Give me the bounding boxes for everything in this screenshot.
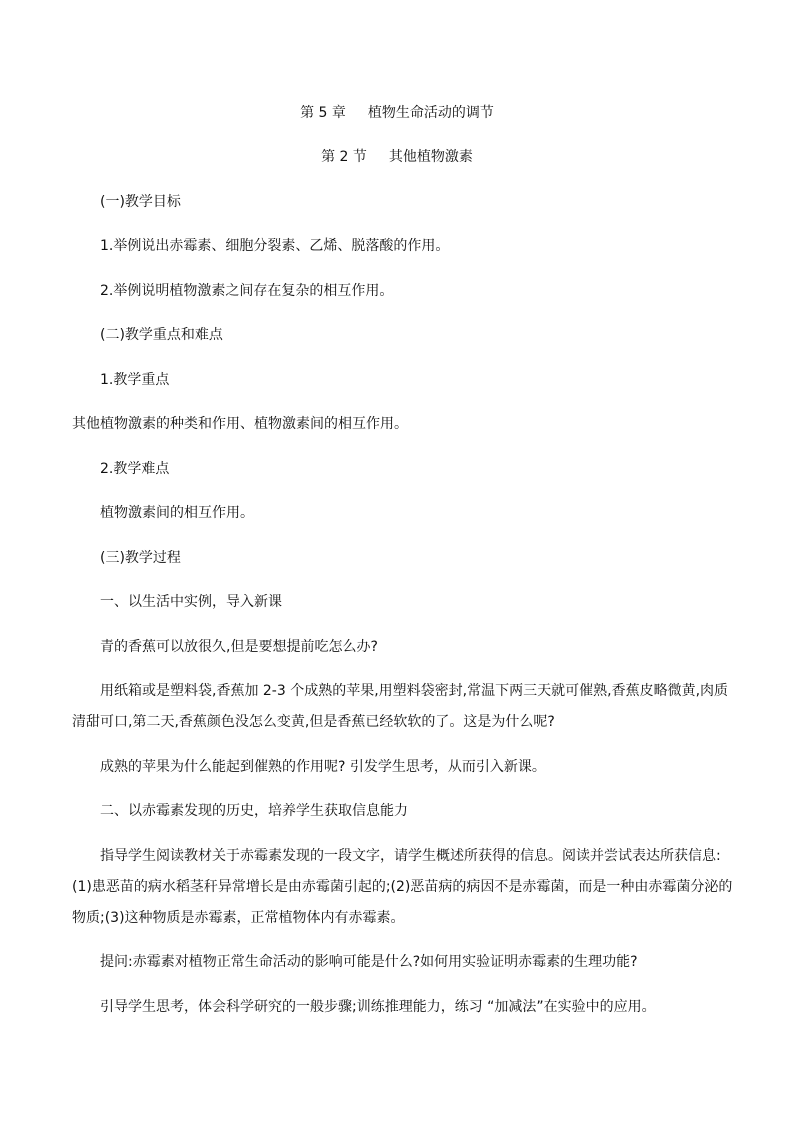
banana-paragraph-line-2: 清甜可口,第二天,香蕉颜色没怎么变黄,但是香蕉已经软软的了。这是为什么呢? — [72, 714, 555, 730]
heading-key-points: (二)教学重点和难点 — [100, 327, 223, 343]
apple-question: 成熟的苹果为什么能起到催熟的作用呢? 引发学生思考，从而引入新课。 — [100, 759, 546, 775]
key-point-text: 其他植物激素的种类和作用、植物激素间的相互作用。 — [72, 416, 408, 432]
goal-item-1: 1.举例说出赤霉素、细胞分裂素、乙烯、脱落酸的作用。 — [100, 238, 450, 254]
gibberellin-paragraph-line-3: 物质;(3)这种物质是赤霉素，正常植物体内有赤霉素。 — [72, 910, 405, 926]
section-title: 其他植物激素 — [388, 149, 473, 165]
heading-teaching-process: (三)教学过程 — [100, 550, 181, 566]
heading-teaching-goals: (一)教学目标 — [100, 194, 181, 210]
subheading-key-point: 1.教学重点 — [100, 372, 170, 388]
difficulty-text: 植物激素间的相互作用。 — [100, 505, 254, 521]
guidance-text: 引导学生思考，体会科学研究的一般步骤;训练推理能力，练习 “加减法”在实验中的应用。 — [100, 999, 656, 1015]
step-1-heading: 一、以生活中实例，导入新课 — [100, 594, 282, 610]
banana-paragraph-line-1: 用纸箱或是塑料袋,香蕉加 2-3 个成熟的苹果,用塑料袋密封,常温下两三天就可催熟,香蕉皮略微黄,肉质 — [100, 683, 729, 699]
gibberellin-paragraph-line-1: 指导学生阅读教材关于赤霉素发现的一段文字，请学生概述所获得的信息。阅读并尝试表达所获信息: — [100, 848, 721, 864]
section-number: 第 2 节 — [321, 149, 367, 165]
step-2-heading: 二、以赤霉素发现的历史，培养学生获取信息能力 — [100, 803, 408, 819]
gibberellin-paragraph-line-2: (1)患恶苗的病水稻茎秆异常增长是由赤霉菌引起的;(2)恶苗病的病因不是赤霉菌，而是一种由赤霉菌分泌的 — [72, 879, 733, 895]
chapter-number: 第 5 章 — [300, 105, 346, 121]
chapter-title: 植物生命活动的调节 — [367, 105, 494, 121]
gibberellin-question: 提问:赤霉素对植物正常生命活动的影响可能是什么?如何用实验证明赤霉素的生理功能? — [100, 954, 638, 970]
chapter-heading — [0, 103, 794, 123]
banana-question: 青的香蕉可以放很久,但是要想提前吃怎么办? — [100, 639, 378, 655]
section-heading — [0, 147, 794, 167]
subheading-difficulty: 2.教学难点 — [100, 461, 170, 477]
goal-item-2: 2.举例说明植物激素之间存在复杂的相互作用。 — [100, 283, 394, 299]
